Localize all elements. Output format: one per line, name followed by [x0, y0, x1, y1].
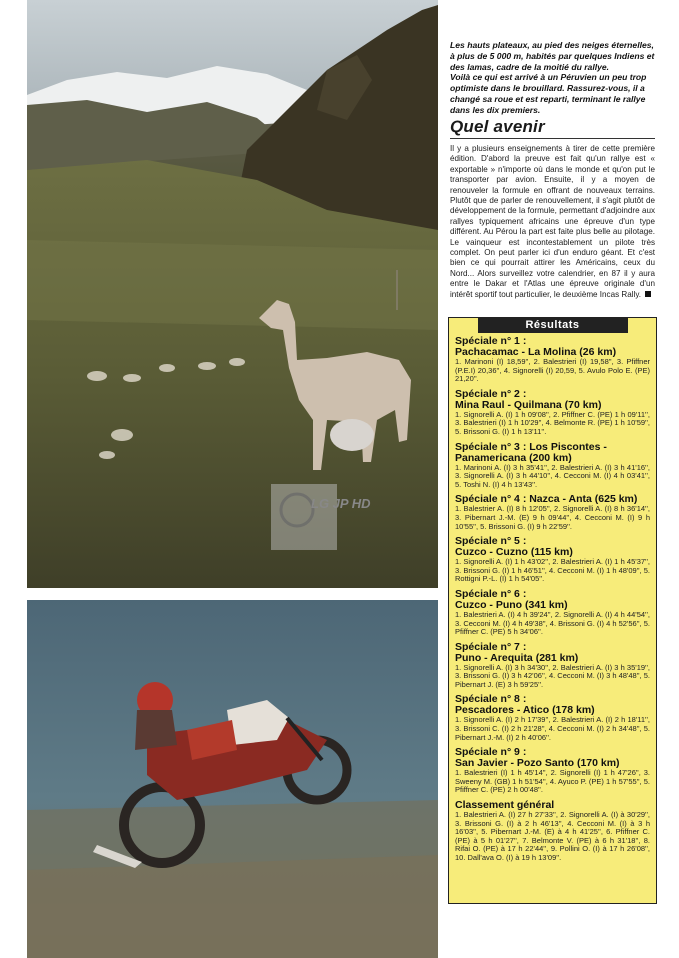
stage-4	[455, 494, 650, 531]
results-header: Résultats	[478, 318, 628, 333]
stage-route: Mina Raul - Quilmana (70 km)	[455, 398, 602, 411]
stage-label: Classement général	[455, 799, 555, 812]
stage-2	[455, 389, 650, 437]
stage-route: Cuzco - Cuzno (115 km)	[455, 546, 573, 559]
stage-9	[455, 747, 650, 795]
results-box	[448, 317, 657, 904]
stage-results: 1. Balestrieri A. (I) 27 h 27'33'', 2. Signorelli A. (I) à 30'29'', 3. Brissoni G. (I) à 2 h 46'13'', 4. Cecconi M. (I) à 3 h 16'03'', 5. Pibernart J.-M. (E) à 4 h 41'25'', 6. Pfiffner C. (PE) à 5 h 01'27'', 7. Belmonte V. (PE) à 6 h 31'18'', 8. Rifai O. (PE) à 17 h 22'44'', 9. Pollini O. (I) à 17 h 26'08'', 10. Dall'ava O. (I) à 19 h 13'09''.	[455, 810, 650, 862]
stage-results: 1. Signorelli A. (I) 1 h 09'08'', 2. Pfiffner C. (PE) 1 h 09'11'', 3. Balestrieri (I) 1 h 10'29'', 4. Belmonte R. (PE) 1 h 10'59'', 5. Brissoni G. (I) 1 h 13'11''.	[455, 409, 650, 436]
stage-label: Spéciale n° 9 :	[455, 746, 527, 759]
stage-1	[455, 336, 650, 384]
title-divider	[450, 138, 655, 139]
stage-route: Pachacamac - La Molina (26 km)	[455, 346, 617, 358]
end-of-article-mark	[645, 291, 651, 297]
photo-caption	[450, 40, 655, 116]
article-body	[450, 144, 655, 300]
stage-label: Spéciale n° 8 :	[455, 693, 527, 706]
results-list	[449, 333, 656, 863]
watermark-text: LG JP HD	[311, 496, 371, 511]
stage-results: 1. Signorelli A. (I) 2 h 17'39'', 2. Balestrieri A. (I) 2 h 18'11'', 3. Brissoni C. (I) 2 h 21'28'', 4. Cecconi M. (I) 2 h 34'48'', 5. Pibernart J.-M. (I) 2 h 40'06''.	[455, 715, 650, 742]
stage-label: Spéciale n° 5 :	[455, 535, 527, 548]
caption-plateau: Les hauts plateaux, au pied des neiges éternelles, à plus de 5 000 m, habités par quelques Indiens et des lamas, cadre de la moitié du rallye.	[450, 40, 655, 72]
article-title: Quel avenir	[450, 117, 545, 136]
photo-plateau-llama	[27, 0, 438, 588]
stage-results: 1. Balestrier A. (I) 8 h 12'05'', 2. Signorelli A. (I) 8 h 36'14'', 3. Pibernart J.-M. (E) 9 h 09'44'', 4. Cecconi M. (I) 9 h 10'55'', 5. Brissoni G. (I) 9 h 22'59''.	[455, 504, 650, 531]
stage-results: 1. Balestrieri A. (I) 4 h 39'24'', 2. Signorelli A. (I) 4 h 44'54'', 3. Cecconi M. (I) 4 h 49'38'', 4. Brissoni G. (I) 4 h 52'56'', 5. Pfiffner C. (PE) 5 h 34'06''.	[455, 609, 650, 637]
stage-route: San Javier - Pozo Santo (170 km)	[455, 757, 620, 770]
stage-label: Spéciale n° 2 :	[455, 387, 527, 400]
stage-route: Panamericana (200 km)	[455, 451, 572, 464]
stage-route: Cuzco - Puno (341 km)	[455, 598, 568, 611]
stage-route: Puno - Arequita (281 km)	[455, 651, 579, 664]
stage-label: Spéciale n° 7 :	[455, 640, 527, 653]
stage-results: 1. Signorelli A. (I) 1 h 43'02'', 2. Balestrieri A. (I) 1 h 45'37'', 3. Brissoni G. (I) 1 h 46'51'', 4. Cecconi M. (I) 1 h 48'09'', 5. Rottigni P.-L. (I) 1 h 54'05''.	[455, 557, 650, 584]
caption-motorcycle: Voilà ce qui est arrivé à un Péruvien un peu trop optimiste dans le brouillard. Rassurez-vous, il a changé sa roue et est reparti, terminant le rallye dans les dix premiers.	[450, 72, 647, 115]
stage-label: Spéciale n° 6 :	[455, 587, 527, 600]
stage-results: 1. Marinoni A. (I) 3 h 35'41'', 2. Balestrieri A. (I) 3 h 41'16'', 3. Signorelli A. (I) 3 h 44'10'', 4. Cecconi M. (I) 4 h 03'41'', 5. Toshi N. (I) 4 h 13'43''.	[455, 462, 650, 489]
stage-label: Spéciale n° 4 : Nazca - Anta (625 km)	[455, 493, 638, 506]
stage-7	[455, 642, 650, 690]
stage-results: 1. Balestrieri (I) 1 h 45'14'', 2. Signorelli (I) 1 h 47'26'', 3. Sweeny M. (GB) 1 h 51'54'', 4. Ayuco P. (PE) 1 h 57'55'', 5. Pfiffner C. (PE) 2 h 00'48''.	[455, 768, 650, 795]
stage-5	[455, 536, 650, 584]
stage-label: Spéciale n° 1 :	[455, 335, 527, 347]
watermark-logo	[271, 484, 337, 550]
stage-label: Spéciale n° 3 : Los Piscontes -	[455, 440, 607, 453]
overall-classification	[455, 800, 650, 863]
plateau-illustration	[27, 0, 438, 588]
motorcycle-illustration	[27, 600, 438, 958]
stage-results: 1. Marinoni (I) 18,59'', 2. Balestrieri (I) 19,58'', 3. Pfiffner (P.E.I) 20,36'', 4. Signorelli (I) 20,59, 5. Avulo Polo E. (PE) 21,20''.	[455, 357, 650, 384]
article-text: Il y a plusieurs enseignements à tirer de cette première édition. D'abord la preuve est fait qu'un rallye est « exportable » n'importe où dans le monde et qu'on put le transporter par avion. Ensuite, il y a moyen de renouveler la formule en offrant de nouveaux terrains. Plutôt que de parler de renouvellement, il s'agit plutôt de développement de la formule, permettant d'adjoindre aux rallyes typiquement africains une épreuve d'un type différent. Au Pérou la part est faite plus belle au pilotage. Le vainqueur est incontestablement un pilote très complet. On peut parler ici d'un enduro géant. Et c'est bien ce qui pourrait attirer les Américains, ceux du Nord... Alors surveillez votre calendrier, en 87 il y aura entre le Dakar et l'Atlas une épreuve originale d'un intérêt sportif tout particulier, le deuxième Incas Rally.	[450, 144, 655, 299]
stage-route: Pescadores - Atico (178 km)	[455, 704, 595, 717]
stage-8	[455, 694, 650, 742]
stage-6	[455, 589, 650, 637]
stage-3	[455, 442, 650, 490]
photo-motorcycle-fog	[27, 600, 438, 958]
stage-results: 1. Signorelli A. (I) 3 h 34'30'', 2. Balestrieri A. (I) 3 h 35'19'', 3. Brissoni G. (I) 3 h 42'06'', 4. Cecconi M. (I) 3 h 48'48'', 5. Pibernart J. (E) 3 h 59'25''.	[455, 662, 650, 689]
